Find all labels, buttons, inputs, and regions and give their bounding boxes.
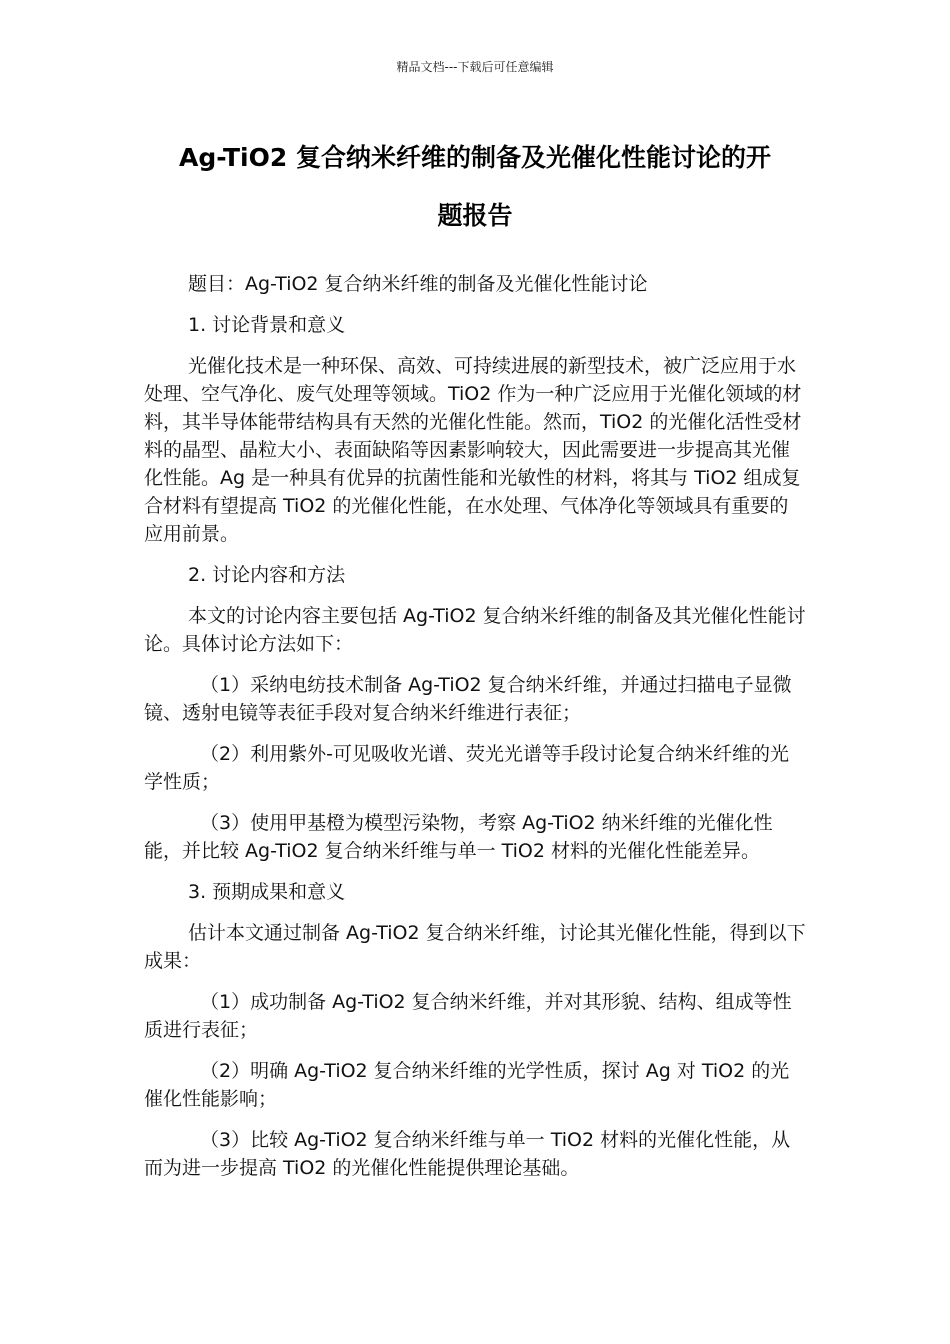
section-heading-background: 1. 讨论背景和意义 — [188, 314, 346, 336]
outcomes-item-1: （1）成功制备 Ag-TiO2 复合纳米纤维，并对其形貌、结构、组成等性质进行表征； — [144, 991, 792, 1041]
methods-item-2: （2）利用紫外-可见吸收光谱、荧光光谱等手段讨论复合纳米纤维的光学性质； — [144, 743, 789, 793]
background-paragraph: 光催化技术是一种环保、高效、可持续进展的新型技术，被广泛应用于水处理、空气净化、废气处理等领域。TiO2 作为一种广泛应用于光催化领域的材料，其半导体能带结构具有天然的光催化性能。然而，TiO2 的光催化活性受材料的晶型、晶粒大小、表面缺陷等因素影响较大，因此需要进一步提高其光催化性能。Ag 是一种具有优异的抗菌性能和光敏性的材料，将其与 TiO2 组成复合材料有望提高 TiO2 的光催化性能，在水处理、气体净化等领域具有重要的应用前景。 — [144, 355, 802, 545]
section-heading-outcomes: 3. 预期成果和意义 — [188, 881, 346, 903]
outcomes-item-3: （3）比较 Ag-TiO2 复合纳米纤维与单一 TiO2 材料的光催化性能，从而为进一步提高 TiO2 的光催化性能提供理论基础。 — [144, 1129, 791, 1179]
methods-item-1: （1）采纳电纺技术制备 Ag-TiO2 复合纳米纤维，并通过扫描电子显微镜、透射电镜等表征手段对复合纳米纤维进行表征； — [144, 674, 792, 724]
topic-line: 题目：Ag-TiO2 复合纳米纤维的制备及光催化性能讨论 — [188, 273, 648, 295]
document-title-line-1: Ag-TiO2 复合纳米纤维的制备及光催化性能讨论的开 — [179, 143, 771, 172]
outcomes-item-2: （2）明确 Ag-TiO2 复合纳米纤维的光学性质，探讨 Ag 对 TiO2 的光催化性能影响； — [144, 1060, 790, 1110]
methods-item-3: （3）使用甲基橙为模型污染物，考察 Ag-TiO2 纳米纤维的光催化性能，并比较 Ag-TiO2 复合纳米纤维与单一 TiO2 材料的光催化性能差异。 — [144, 812, 773, 862]
outcomes-intro: 估计本文通过制备 Ag-TiO2 复合纳米纤维，讨论其光催化性能，得到以下成果： — [144, 922, 806, 972]
methods-intro: 本文的讨论内容主要包括 Ag-TiO2 复合纳米纤维的制备及其光催化性能讨论。具体讨论方法如下： — [144, 605, 806, 655]
section-heading-methods: 2. 讨论内容和方法 — [188, 564, 346, 586]
page-header-note: 精品文档---下载后可任意编辑 — [396, 60, 554, 74]
document-title-line-2: 题报告 — [437, 201, 513, 230]
document-body — [144, 270, 806, 1182]
